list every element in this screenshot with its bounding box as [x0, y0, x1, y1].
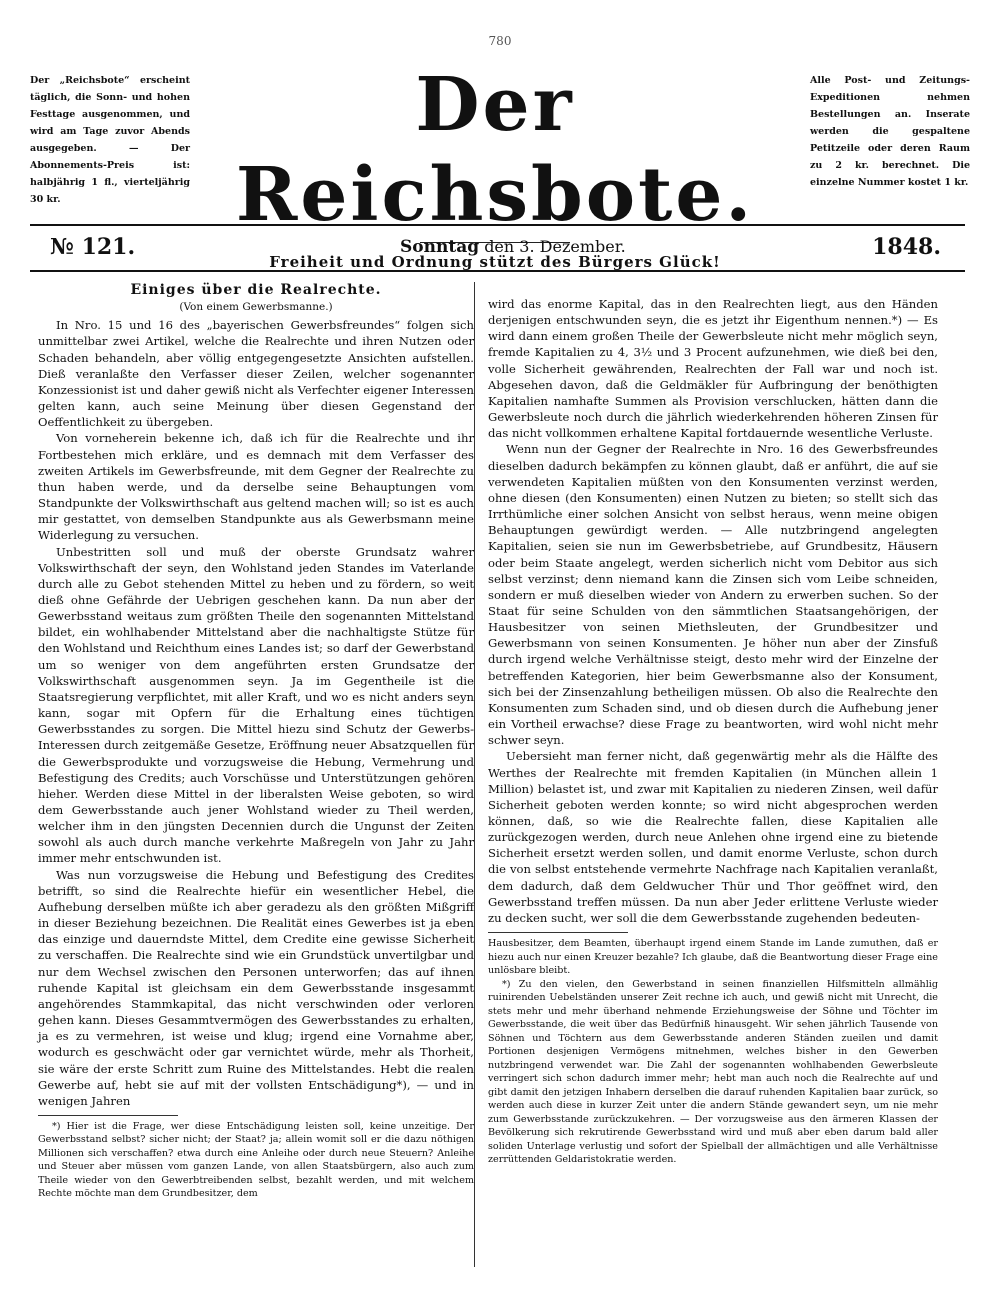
paragraph: wird das enorme Kapital, das in den Realrechten liegt, aus den Händen derjenigen entschwunden seyn, die es jetzt ihr Eigenthum nennen.*) — Es wird dann einem großen Theile der Gewerbsleute nicht mehr möglich seyn, fremde Kapitalien zu 4, 3½ und 3 Procent aufzunehmen, wie dieß bei den, volle Sicherheit gewährenden, Realrechten der Fall war und noch ist. Abgesehen davon, daß die Geldmäkler für Aufbringung der benöthigten Kapitalien namhafte Summen als Provision verschlucken, hätten dann die Gewerbsleute noch durch die jährlich wiederkehrenden höheren Zinsen für das nicht vollkommen erhaltene Kapital fortdauernde wesentliche Verluste. — [488, 297, 938, 441]
issue-number: № 121. — [50, 234, 136, 260]
paragraph: Was nun vorzugsweise die Hebung und Befestigung des Credites betrifft, so sind die Realrechte hiefür ein wesentlicher Hebel, die Aufhebung derselben müßte ich aber geradezu als den größten Mißgriff in dieser Beziehung bezeichnen. Die Realität eines Gewerbes ist ja eben das einzige und dauerndste Mittel, dem Credite eine gewisse Sicherheit zu verschaffen. Die Realrechte sind wie ein Grundstück unvertilgbar und nur dem Wechsel zwischen den Personen unterworfen; das auf ihnen ruhende Kapital ist gleichsam ein dem Gewerbsstande insgesammt angehörendes Stammkapital, das nicht verschwinden oder verloren gehen kann. Dieses Gesammtvermögen des Gewerbsstandes zu erhalten, ja es zu vermehren, ist weise und klug; irgend eine Vornahme aber, wodurch es geschwächt oder gar vernichtet würde, mehr als Thorheit, sie wäre der erste Schritt zum Ruine des Mittelstandes. Hebt die realen Gewerbe auf, hebt sie auf mit der vollsten Entschädigung*), — und in wenigen Jahren — [38, 867, 474, 1108]
column-divider — [474, 282, 475, 1267]
paragraph: Wenn nun der Gegner der Realrechte in Nro. 16 des Gewerbsfreundes dieselben dadurch bekämpfen zu können glaubt, daß er anführt, die auf sie verwendeten Kapitalien müßten von den Konsumenten verzinst werden, ohne diesen (den Konsumenten) einen Nutzen zu bieten; so stellt sich das Irrthümliche einer solchen Ansicht von selbst heraus, wenn meine obigen Behauptungen gewürdigt werden. — Alle nutzbringend angelegten Kapitalien, seien sie nun im Gewerbsbetriebe, auf Grundbesitz, Häusern oder beim Staate angelegt, werden sicherlich nicht vom Debitor aus sich selbst verzinst; denn niemand kann die Zinsen sich vom Leibe schneiden, sondern er muß dieselben wieder von Andern zu erwerben suchen. So der Staat für seine Schulden von den sämmtlichen Staatsangehörigen, der Hausbesitzer von seinen Miethsleuten, der Grundbesitzer und Gewerbsmann von seinen Konsumenten. Je höher nun aber der Zinsfuß durch irgend welche Verhältnisse steigt, desto mehr wird der Einzelne der betreffenden Kategorien, hier beim Gewerbsmanne also der Konsument, sich bei der Zinsenzahlung betheiligen müssen. Ob also die Realrechte den Konsumenten zum Schaden sind, und ob diesen durch die Aufhebung jener ein Vortheil erwachse? diese Frage zu beantworten, wird wohl nicht mehr schwer seyn. — [488, 442, 938, 748]
article-title: Einiges über die Realrechte. — [130, 282, 382, 298]
weekday: Sonntag — [400, 237, 480, 257]
motto: Freiheit und Ordnung stützt des Bürgers Glück! — [269, 253, 721, 271]
footnote-text: *) Zu den vielen, den Gewerbstand in seinen finanziellen Hilfsmitteln allmählig ruinirenden Uebelständen unserer Zeit rechne ich auch, und gewiß nicht mit Unrecht, die stets mehr und mehr überhand nehmende Erziehungsweise der Söhne und Töchter im Gewerbsstande, die weit über das Bedürfniß hinausgeht. Wir sehen jährlich Tausende von Söhnen und Töchtern aus dem Gewerbsstande anderen Ständen zueilen und damit Portionen desjenigen Vermögens mitnehmen, welches bisher in den Gewerben nutzbringend verwendet war. Die Zahl der sogenannten wohlhabenden Gewerbsleute verringert sich schon dadurch immer mehr; hebt man auch noch die Realrechte auf und gibt damit den jetzigen Inhabern derselben die darauf ruhenden Kapitalien baar zurück, so werden auch diese in kurzer Zeit unter die andern Stände gewandert seyn, um nie mehr zum Gewerbsstande zurückzukehren. — Der vorzugsweise aus den ärmeren Klassen der Bevölkerung sich rekrutirende Gewerbsstand wird und muß aber eben darum bald aller soliden Unterlage verlustig und sofort der Spielball der allmächtigen und alle Verhältnisse zerrüttenden Geldaristokratie werden. — [488, 978, 938, 1166]
paragraph: In Nro. 15 und 16 des „bayerischen Gewerbsfreundes“ folgen sich unmittelbar zwei Artikel, welche die Realrechte und ihren Nutzen oder Schaden behandeln, aber völlig entgegengesetzte Ansichten aufstellen. Dieß veranlaßte den Verfasser dieser Zeilen, welcher sogenannter Konzessionist ist und daher gewiß nicht als Verfechter eigener Interessen gelten kann, auch seine Meinung über diesen Gegenstand der Oeffentlichkeit zu übergeben. — [38, 318, 474, 430]
paragraph: Unbestritten soll und muß der oberste Grundsatz wahrer Volkswirthschaft der seyn, den Wohlstand jeden Standes im Vaterlande durch alle zu Gebot stehenden Mittel zu heben und zu fördern, so weit dieß ohne Gefährde der Uebrigen geschehen kann. Da nun aber der Gewerbsstand weitaus zum größten Theile den sogenannten Mittelstand bildet, ein wohlhabender Mittelstand aber die nachhaltigste Stütze für den Wohlstand und Reichthum eines Landes ist; so darf der Gewerbstand um so weniger von dem angeführten ersten Grundsatze der Volkswirthschaft ausgenommen seyn. Ja im Gegentheile ist die Staatsregierung verpflichtet, mit aller Kraft, und wo es nicht anders seyn kann, sogar mit Opfern für die Erhaltung eines tüchtigen Gewerbsstandes zu sorgen. Die Mittel hiezu sind Schutz der Gewerbs-Interessen durch zeitgemäße Gesetze, Eröffnung neuer Absatzquellen für die Gewerbsprodukte und vorzugsweise die Hebung, Vermehrung und Befestigung des Credits; auch Vorschüsse und Unterstützungen gehören hieher. Werden diese Mittel in der liberalsten Weise geboten, so wird dem Gewerbsstande auch jener Wohlstand wieder zu Theil werden, welcher ihm in den jüngsten Decennien durch die Ungunst der Zeiten sowohl als auch durch manche verkehrte Maßregeln von Jahr zu Jahr immer mehr entschwunden ist. — [38, 544, 474, 866]
footnote-rule — [38, 1115, 178, 1116]
article-column-right — [488, 296, 938, 1167]
page-number: 780 — [488, 34, 512, 48]
issue-date — [400, 237, 626, 257]
advertising-info: Alle Post- und Zeitungs-Expeditionen nehmen Bestellungen an. Inserate werden die gespaltene Petitzeile oder deren Raum zu 2 kr. berechnet. Die einzelne Nummer kostet 1 kr. — [810, 75, 970, 188]
footnote — [38, 1120, 474, 1201]
footnotes — [488, 937, 938, 1167]
paragraph: Uebersieht man ferner nicht, daß gegenwärtig mehr als die Hälfte des Werthes der Realrechte mit fremden Kapitalien (in München allein 1 Million) belastet ist, und zwar mit Kapitalien zu niederen Zinsen, weil dafür Sicherheit geboten werden konnte; so wird nicht abgesprochen werden können, daß, so wie die Realrechte fallen, diese Kapitalien alle zurückgezogen werden, durch neue Anlehen ohne irgend eine zu bietende Sicherheit ersetzt werden sollen, und damit enorme Verluste, schon durch die von selbst entstehende vermehrte Nachfrage nach Kapitalien veranlaßt, dem dadurch, daß dem Geldwucher Thür und Thor geöffnet wird, den Gewerbsstand treffen müssen. Da nun aber Jeder erlittene Verluste wieder zu decken sucht, wer soll die dem Gewerbsstande zugehenden bedeuten- — [488, 749, 938, 925]
footnote-continuation: Hausbesitzer, dem Beamten, überhaupt irgend einem Stande im Lande zumuthen, daß er hiezu auch nur einen Kreuzer bezahle? Ich glaube, daß die Beantwortung dieser Frage eine unlösbare bleibt. — [488, 938, 938, 977]
article-column-left — [38, 280, 474, 1201]
newspaper-title: Der Reichsbote. — [235, 62, 755, 238]
paragraph: Von vorneherein bekenne ich, daß ich für die Realrechte und ihr Fortbestehen mich erkläre, und es demnach mit dem Verfasser des zweiten Artikels im Gewerbsfreunde, mit dem Gegner der Realrechte zu thun haben werde, und da derselbe seine Behauptungen vom Standpunkte der Volkswirthschaft aus geltend machen will; so ist es auch mir gestattet, von demselben Standpunkte aus als Gewerbsmann meine Widerlegung zu versuchen. — [38, 431, 474, 543]
dateline — [30, 224, 965, 272]
date-text: den 3. Dezember. — [484, 237, 626, 256]
article-subtitle: (Von einem Gewerbsmanne.) — [179, 301, 333, 314]
footnote-text: *) Hier ist die Frage, wer diese Entschädigung leisten soll, keine unzeitige. Der Gewerbsstand selbst? sicher nicht; der Staat? ja; allein womit soll er die dazu nöthigen Millionen sich verschaffen? etwa durch eine Anleihe oder durch neue Steuern? Anleihe und Steuer aber müssen vom ganzen Lande, von allen Staatsbürgern, also auch zum Theile wieder von den Gewerbtreibenden selbst, bezahlt werden, und mit welchem Rechte möchte man dem Grundbesitzer, dem — [38, 1120, 474, 1200]
subscription-info: Der „Reichsbote“ erscheint täglich, die Sonn- und hohen Festtage ausgenommen, und wird am Tage zuvor Abends ausgegeben. — Der Abonnements-Preis ist: halbjährig 1 fl., vierteljährig 30 kr. — [30, 75, 190, 205]
footnote-rule — [488, 932, 628, 933]
issue-year: 1848. — [872, 234, 941, 260]
